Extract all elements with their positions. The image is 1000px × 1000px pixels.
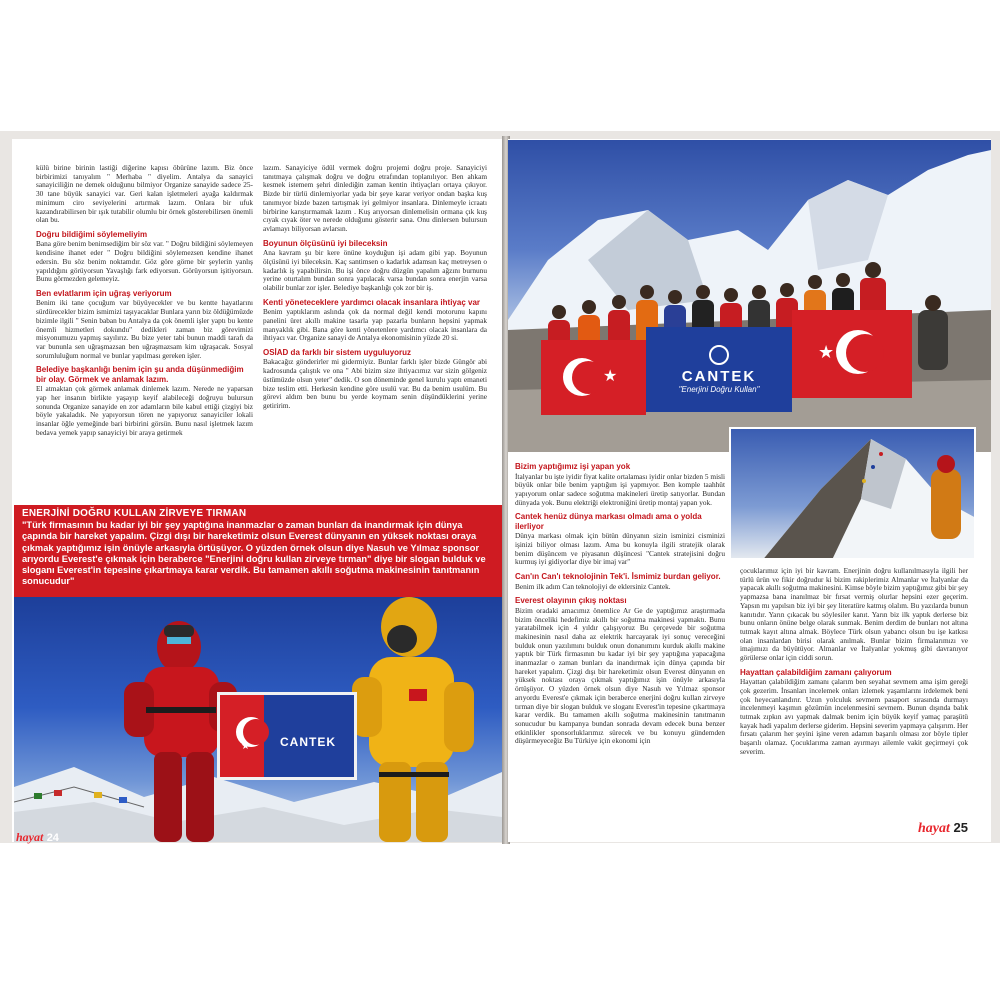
section-heading: OSİAD da farklı bir sistem uyguluyoruz <box>263 347 412 357</box>
paragraph: Benim yaptıklarım aslında çok da normal değil kendi motorunu kapını panelini üret akıllı makine tasarla yap pazarla bunların hepsini yapmak manyaklık gibi. Bana göre kenti yönetenlere yardımcı olacak insanlara da ihtiyacı var. Organize sanayi de Antalya ekonomisinin yüzde 20 si. <box>263 307 487 343</box>
quote-box-title: ENERJİNİ DOĞRU KULLAN ZİRVEYE TIRMAN <box>22 508 247 519</box>
section-heading: Everest olayının çıkış noktası <box>515 596 627 606</box>
star-icon: ★ <box>818 342 835 362</box>
turkish-flag-left <box>541 340 646 415</box>
team-photo <box>508 140 991 452</box>
paragraph: El atmaktan çok görmek anlamak dinlemek lazım. Nerede ne yaparsan yap her insanın birlikte yaşayıp keyif alabileceği doğruyu bulursun sonunda Organize sanayide en zor adamların bile kabul ettiği çizgiyi biz böyle yakaladık. Ne yapıyorsun tören ne yapıyoruz sanayiciler lokali insanlar öğle yemeğinde bari birbirini görsün. Bunu nasıl işletmek lazım bedava yemek yapıp sanayiciyi bir araya getirmek <box>36 384 253 437</box>
ridge-photo <box>729 427 976 560</box>
paragraph: külü birine birinin lastiği diğerine kapısı öbürüne lazım. Biz önce birbirimizi tanıyalım " Merhaba " diyelim. Antalya da sanayici sanayiciliğin ne demek olduğunu bilmiyor Organize sanayide sadece 25- 30 tane büyük sanayici var. Geri kalan işletmeleri ayağa kaldırmak minimum ciro seviyelerini artırmak lazım. Onlara bir ufuk kazandırabilirsen bir ışık tutabilir olumlu bir örnek gösterebilirsen önemli olan bu. <box>36 164 253 225</box>
section-heading: Boyunun ölçüsünü iyi bileceksin <box>263 238 388 248</box>
star-icon: ★ <box>241 741 250 752</box>
left-column-2 <box>263 164 487 501</box>
paragraph: İtalyanlar bu işte iyidir fiyat kalite ortalaması iyidir onlar bizden 5 misli büyük onlar bile benim yaptığım işi yapmıyor. Ben komple taahhüt yapıyorum onlar sadece soğutma makineleri üretip satıyorlar. Bundan dünyada yok. Bunu elektriği elektroniğini üretip montaj yapan yok. <box>515 471 725 507</box>
paragraph: lazım. Sanayiciye ödül vermek doğru projemi doğru proje. Sanayiciyi tanıtmaya çalışmak doğru ve doğru etrafından toplanılıyor. Ben ahkam kesmek istemem şehri dinlediğin zaman kentin ihtiyaçları ortaya çıkıyor. Bizde bir türlü dinlemiyorlar yada bir şeye karar veriyor ondan başka kuş tanımıyor bizde bazen tartışmak iyi gelmiyor insanlara. Dinlemeyle icraatı birbirine karıştırmamak lazım . Kuş arıyorsan dinlemelisin ormana çık kuş cıyak cıyak öter ve nerede olduğunu gösterir sana. Onu dinlersen bulursun avlamayı biliyorsan avlarsın. <box>263 164 487 233</box>
paragraph: Ana kavram şu bir kere önüne koyduğun işi adam gibi yap. Boyunun ölçüsünü iyi bileceksin. Kaç santimsen o kadarlık adamsın kaç metreysen o kadarlık iş yapabilirsin. Bu işi önce doğru düzgün yapalım ağzını burnunu yerine oturtalım bundan sonra yapılacak varsa bundan sonra enerjin varsa olabilir bunlar zor işler. Belediye başkanlığı çok zor bir iş. <box>263 248 487 292</box>
section-heading: Bizim yaptığımız işi yapan yok <box>515 462 631 471</box>
paragraph: Benim ilk adım Can teknolojiyi de eklersiniz Cantek. <box>515 581 671 591</box>
section-heading: Doğru bildiğimi söylemeliyim <box>36 229 148 239</box>
summit-photo <box>14 597 502 842</box>
section-heading: Belediye başkanlığı benim için şu anda düşünmediğim bir olay. Görmek ve anlamak lazım. <box>36 365 244 384</box>
hayat-logo: hayat <box>16 830 44 844</box>
paragraph: Benim iki tane çocuğum var büyüyecekler ve bu kentte hayatlarını sürdürecekler bizim ismimizi taşıyacaklar Bunlara yarın biz öldüğümüzde bizimle ilgili " Senin baban bu Antalya da çok önemli işler yaptı bu kente önemli hizmetleri dokundu" dedikleri zaman biz görevimizi misyonumuzu yapmış sayılırız. Bu bize yeter tabi bunun maddi tarafı da var bununla sen uğraşmazsan ben uğraşmazsam kim uğraşacak. Sosyal sorumluluğum normal ve bunlar yapılması gereken işler. <box>36 298 253 360</box>
quote-box-text: "Türk firmasının bu kadar iyi bir şey yaptığına inanmazlar o zaman bunları da inandırmak için dünya çapında bir hareket yapalım. Çizgi dışı bir hareketimiz olsun Everest dünyanın en yüksek noktası oraya çıkmak yaptığımız işin önüyle arkasıyla örtüşüyor. O yüzden örnek olsun diye Nasuh ve Yılmaz sponsor arıyordu Everest'e çıkmak için beraberce "Enerjini doğru kullan zirveye tırman" diye bir slogan bulduk ve sloganı Everest'in tepesine çıkartmaya karar verdik. Bu tamamen akıllı soğutma makinesinin tanıtmanın sonucudur" <box>22 520 486 587</box>
hayat-logo: hayat <box>918 821 950 836</box>
section-heading: Ben evlatlarım için uğraş veriyorum <box>36 288 172 298</box>
section-heading: Can'ın Can'ı teknolojinin Tek'i. İsmimiz burdan geliyor. <box>515 572 721 582</box>
paragraph: Hayattan çalabildiğim zamanı çalarım ben seyahat sevmem ama işim gereği çok gezerim. İnsanları incelemek onları izlemek yaşamlarını irdelemek beni çok heyecanlandırır. Uzun yolculuk sevmem pasaport sırasında durmayı incelenmeyi kaşımın gözümün incelenmesini sevmem. Bunun dışında balık tutmak zıpkın avı yapmak dalmak benim için büyük keyif yamaç paraşütü kayak hadi yapalım derlerse giderim. Hepsini severim yapmaya çalışırım. Her fırsatı çalarım her şeyini işine veren adamın başarılı olması zor böyle tipler başarılı olamaz. Çocuklarıma zaman ayırmayı ailemle vakit geçirmeyi çok severim. <box>740 677 968 756</box>
summit-banner-brand: CANTEK <box>280 735 336 749</box>
section-heading: Hayattan çalabildiğim zamanı çalıyorum <box>740 667 892 677</box>
right-column-2 <box>740 567 968 827</box>
section-heading: Kenti yöneteceklere yardımcı olacak insanlara ihtiyaç var <box>263 297 480 307</box>
cantek-banner <box>646 327 792 412</box>
left-column-1 <box>36 164 253 501</box>
page-number-left: hayat 24 <box>16 830 59 844</box>
paragraph: çocuklarımız için iyi bir kavram. Enerjinin doğru kullanılmasıyla ilgili her türlü ürün ve fikir doğrudur ki bizim rakiplerimiz Almanlar ve İtalyanlar da yapacak akıllı soğutma makinesini. Kimse böyle bizim yaptığımız gibi bir şey yapmazsa bana inanılmaz bir fırsat vermiş olurlar hepsini ezer geçerim. Yapsın mı yapılsın biz iyi bir şey literatüre katmış olalım. Bu yazılarda bunun kanıtıdır. Yarın çıkacak bu söylesiler kanıt. Yarın biz ilk yaptık derlerse biz bunu onların önüne belge olarak sunmak. Benim derdim de bunları not altına tutmak kayıt altına almak. Böylece Türk olsun yabancı olsun bu işe katkısı olan insanlardan birisi olarak anılmak. Bunlar bizim firmalarımızı ve imajımızı da büyütüyor. Almanlar ve İtalyanlar yokmuş gibi davranıyor görülerse onlar için ciddi sorun. <box>740 567 968 663</box>
summit-banner <box>217 692 357 780</box>
cantek-banner-brand: CANTEK <box>681 368 757 385</box>
paragraph: Bizim oradaki amacımız önemlice Ar Ge de yaptığımız araştırmada bizim önceliki hedefimiz akıllı bir soğutma makinesi yapmaktı. Bunu yaratabilmek için 4 yıldır çalışıyoruz Bu çerçevede bir soğutma makinesinin nasıl daha az elektrik harcayarak iyi sonuç vereceğini bulduk onun yazılımını bulduk onun donanımını kurduk akıllı makine yaptık bir Türk firmasının bu kadar iyi bir şey yaptığına yapacağına inanmazlar o zaman bunları da inandırmak için dünya çapında bir hareket yapalım. Çizgi dışı bir hareketimiz olsun Everest dünyanın en yüksek noktası oraya çıkmak yaptığımız işin önüyle arkasıyla örtüşüyor. O yüzden örnek olsun diye Nasuh ve Yılmaz sponsor arıyordu Everest'e çıkmak için beraberce enerjini doğru kullan zirveye tırman diye bir slogan bulduk ve sloganı Everest'in tepesine çıkartmaya karar verdik. Bu tamamen akıllı soğutma makinesinin tanıtmanın sonucudur bu kampanya bundan sonrada devam edecek buna benzer etkinlikler sponsorluklarımız sürecek ve bu konuyu gündemden düşürmeyeceğiz Bu Türkiye için ekonomi için <box>515 605 725 746</box>
paragraph: Dünya markası olmak için bütün dünyanın sizin isminizi cisminizi işinizi biliyor olması lazım. Ama bu konuyla ilgili stratejik olarak benim düşüncem ve piyasanın düşüncesi "Cantek stratejisini doğru kurmuş iyi gidiyorlar diye bir imaj var" <box>515 531 725 567</box>
cantek-logo-icon <box>709 345 729 365</box>
turkish-flag-right <box>792 310 912 398</box>
paragraph: Bakacağız gönderirler mi gidermiyiz. Bunlar farklı işler bizde Güngör abi kadrosunda çalıştık ve ona " Abi bizim size ihtiyacımız var sizin gölgeniz üstümüzde olsun yeter" dedik. O son döneminde genel kurulu yaptı emaneti bize teslim etti. Herkesin kendine göre usulü var. Bu da benim usulüm. Bu görevi aldım ben bunu bu yerde koymam senin düşündüklerini yerine getiririm. <box>263 357 487 410</box>
quote-box <box>14 505 502 597</box>
right-column-1 <box>515 457 725 835</box>
star-icon: ★ <box>603 368 618 385</box>
section-heading: Cantek henüz dünya markası olmadı ama o yolda ilerliyor <box>515 512 702 531</box>
cantek-banner-slogan: "Enerjini Doğru Kullan" <box>678 385 760 394</box>
paragraph: Bana göre benim benimsediğim bir söz var. " Doğru bildiğini söylemeyen kendisine ihanet eder " Doğru bildiğini söylemezsen kendine ihanet edersin. Bu söz benim noktamdır. Göz göre görne bir şeylerin yanlış yapıldığını görüyorsun Yavaşlığı fark ediyorsun. Görüyorsun işitiyorsun. Bunu görmezden gelemeyiz. <box>36 239 253 284</box>
ridge-illustration <box>731 429 976 560</box>
page-number-right: hayat 25 <box>918 820 968 836</box>
